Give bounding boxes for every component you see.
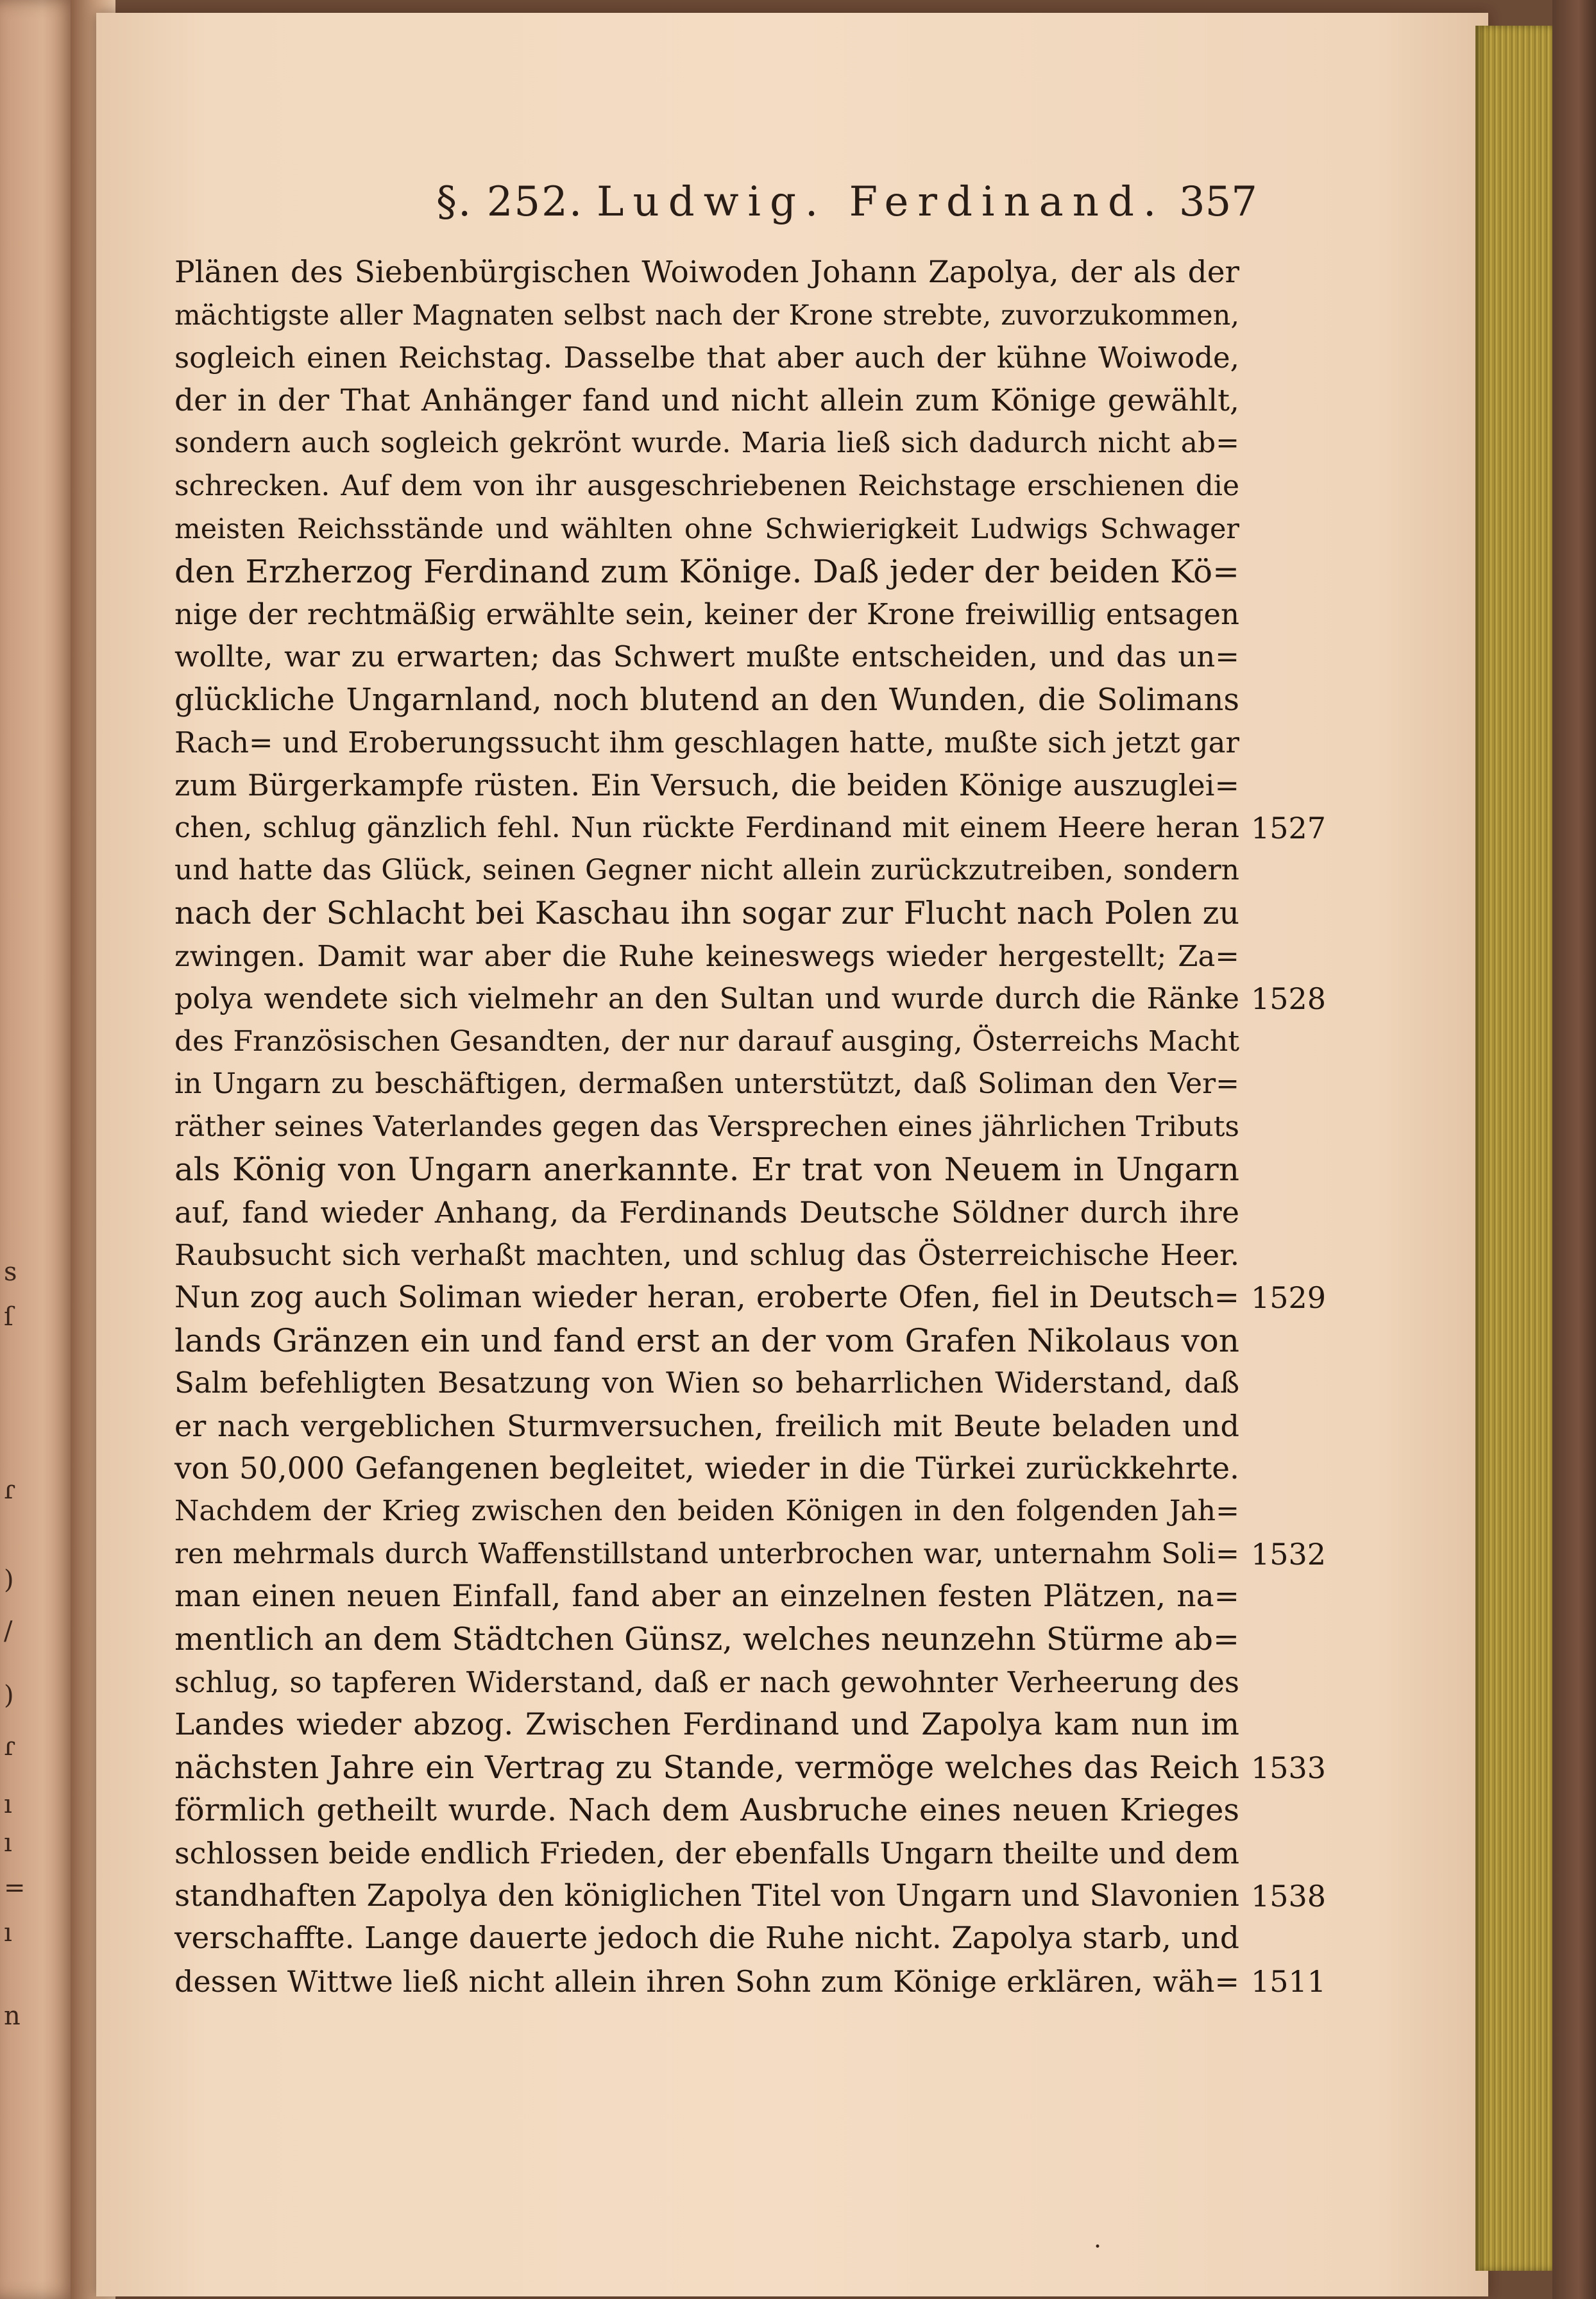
text-line: in Ungarn zu beschäftigen, dermaßen unterstützt, daß Soliman den Ver=	[174, 1067, 1239, 1101]
left-page-fragment: )	[4, 1565, 14, 1595]
text-line: auf, fand wieder Anhang, da Ferdinands Deutsche Söldner durch ihre	[174, 1195, 1239, 1230]
text-line: den Erzherzog Ferdinand zum Könige. Daß jeder der beiden Kö=	[174, 553, 1239, 591]
book-cover-edge	[1552, 0, 1596, 2299]
left-page-fragment: ı	[4, 1790, 12, 1819]
left-page-fragment: s	[4, 1257, 17, 1287]
text-line: man einen neuen Einfall, fand aber an einzelnen festen Plätzen, na=	[174, 1579, 1239, 1615]
left-page-fragment: ı	[4, 1918, 12, 1947]
section-number: §. 252.	[436, 178, 584, 226]
text-line: von 50,000 Gefangenen begleitet, wieder in die Türkei zurückkehrte.	[174, 1450, 1239, 1486]
left-page-fragment: ı	[4, 1828, 12, 1858]
text-line: mächtigste aller Magnaten selbst nach der Krone strebte, zuvorzukommen,	[174, 299, 1239, 332]
text-line: wollte, war zu erwarten; das Schwert mußte entscheiden, und das un=	[174, 640, 1239, 674]
left-page-fragment: =	[4, 1873, 26, 1903]
text-line: schlossen beide endlich Frieden, der ebenfalls Ungarn theilte und dem	[174, 1835, 1239, 1871]
text-line: schrecken. Auf dem von ihr ausgeschriebenen Reichstage erschienen die	[174, 469, 1239, 502]
left-page-fragment: ɾ	[4, 1732, 16, 1761]
text-line: sogleich einen Reichstag. Dasselbe that aber auch der kühne Woiwode,	[174, 341, 1239, 375]
left-page-fragment: n	[4, 2001, 21, 2031]
text-line: Raubsucht sich verhaßt machten, und schlug das Österreichische Heer.	[174, 1237, 1239, 1272]
margin-year: 1529	[1251, 1280, 1327, 1316]
text-line: meisten Reichsstände und wählten ohne Schwierigkeit Ludwigs Schwager	[174, 513, 1239, 545]
text-line: der in der That Anhänger fand und nicht allein zum Könige gewählt,	[174, 382, 1239, 418]
running-header	[192, 165, 1257, 242]
text-line: mentlich an dem Städtchen Günsz, welches neunzehn Stürme ab=	[174, 1621, 1239, 1658]
page-edges	[1475, 26, 1552, 2271]
margin-year: 1538	[1251, 1878, 1327, 1913]
text-line: räther seines Vaterlandes gegen das Versprechen eines jährlichen Tributs	[174, 1110, 1239, 1143]
left-page-edge	[0, 0, 77, 2299]
text-line: polya wendete sich vielmehr an den Sultan und wurde durch die Ränke	[174, 981, 1239, 1016]
body-text	[174, 251, 1239, 2003]
text-line: nächsten Jahre ein Vertrag zu Stande, vermöge welches das Reich	[174, 1749, 1239, 1786]
text-line: ren mehrmals durch Waffenstillstand unterbrochen war, unternahm Soli=	[174, 1537, 1239, 1570]
text-line: zum Bürgerkampfe rüsten. Ein Versuch, die beiden Könige auszuglei=	[174, 768, 1239, 803]
left-page-fragment: )	[4, 1681, 14, 1710]
text-line: des Französischen Gesandten, der nur darauf ausging, Österreichs Macht	[174, 1024, 1239, 1058]
text-line: Plänen des Siebenbürgischen Woiwoden Johann Zapolya, der als der	[174, 255, 1239, 290]
margin-year: 1532	[1251, 1537, 1327, 1572]
text-line: und hatte das Glück, seinen Gegner nicht allein zurückzutreiben, sondern	[174, 854, 1239, 887]
text-line: zwingen. Damit war aber die Ruhe keineswegs wieder hergestellt; Za=	[174, 938, 1239, 973]
page-mark: ·	[1094, 2232, 1102, 2261]
text-line: standhaften Zapolya den königlichen Titel von Ungarn und Slavonien	[174, 1878, 1239, 1913]
text-line: nige der rechtmäßig erwählte sein, keiner der Krone freiwillig entsagen	[174, 597, 1239, 631]
text-line: Salm befehligten Besatzung von Wien so beharrlichen Widerstand, daß	[174, 1366, 1239, 1400]
text-line: als König von Ungarn anerkannte. Er trat von Neuem in Ungarn	[174, 1151, 1239, 1189]
text-line: Rach= und Eroberungssucht ihm geschlagen hatte, mußte sich jetzt gar	[174, 725, 1239, 759]
left-page-fragment: ſ	[4, 1302, 13, 1332]
text-line: dessen Wittwe ließ nicht allein ihren Sohn zum Könige erklären, wäh=	[174, 1964, 1239, 1999]
header-title: Ludwig. Ferdinand.	[597, 178, 1166, 226]
left-page-fragment: ɾ	[4, 1475, 16, 1505]
text-line: verschaffte. Lange dauerte jedoch die Ruhe nicht. Zapolya starb, und	[174, 1921, 1239, 1956]
text-line: förmlich getheilt wurde. Nach dem Ausbruche eines neuen Krieges	[174, 1792, 1239, 1829]
left-page-fragment: /	[4, 1616, 13, 1646]
text-line: Landes wieder abzog. Zwischen Ferdinand und Zapolya kam nun im	[174, 1707, 1239, 1743]
text-line: nach der Schlacht bei Kaschau ihn sogar zur Flucht nach Polen zu	[174, 894, 1239, 931]
text-line: chen, schlug gänzlich fehl. Nun rückte Ferdinand mit einem Heere heran	[174, 811, 1239, 844]
text-line: schlug, so tapferen Widerstand, daß er nach gewohnter Verheerung des	[174, 1665, 1239, 1699]
text-line: er nach vergeblichen Sturmversuchen, freilich mit Beute beladen und	[174, 1409, 1239, 1444]
text-line: sondern auch sogleich gekrönt wurde. Maria ließ sich dadurch nicht ab=	[174, 427, 1239, 460]
page-number: 357	[1178, 178, 1257, 226]
margin-year: 1528	[1251, 981, 1327, 1017]
margin-year: 1533	[1251, 1751, 1327, 1785]
text-line: Nun zog auch Soliman wieder heran, eroberte Ofen, fiel in Deutsch=	[174, 1280, 1239, 1316]
text-line: lands Gränzen ein und fand erst an der vom Grafen Nikolaus von	[174, 1321, 1239, 1359]
left-page-fragments	[4, 0, 42, 2299]
text-line: Nachdem der Krieg zwischen den beiden Königen in den folgenden Jah=	[174, 1495, 1239, 1528]
margin-year: 1511	[1251, 1964, 1327, 1999]
margin-year: 1527	[1251, 810, 1327, 845]
text-line: glückliche Ungarnland, noch blutend an den Wunden, die Solimans	[174, 681, 1239, 718]
